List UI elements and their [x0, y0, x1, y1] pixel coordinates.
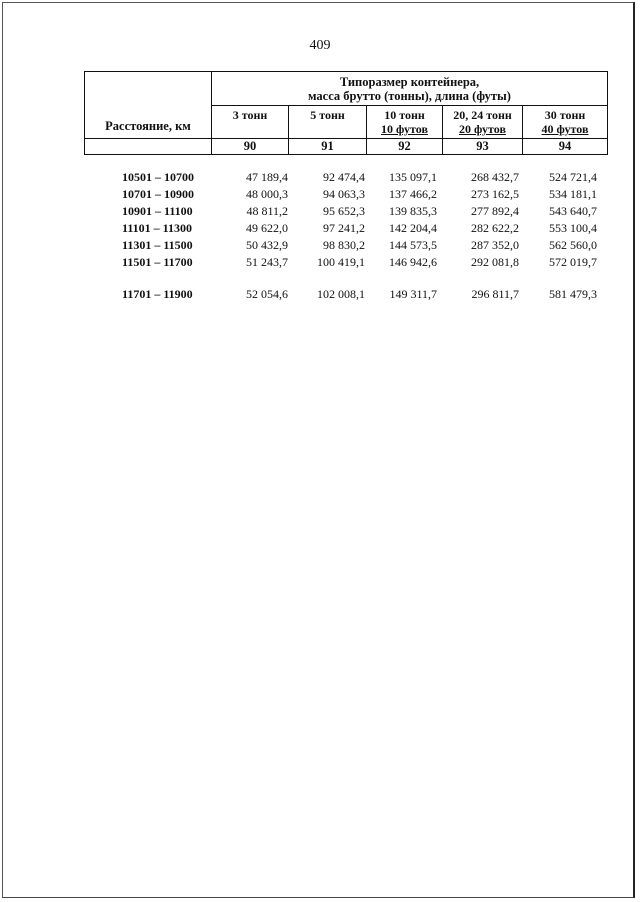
tariff-value: 98 830,2	[323, 238, 365, 252]
column-header-line1: 5 тонн	[310, 108, 345, 122]
tariff-value: 52 054,6	[246, 287, 288, 301]
tariff-value: 100 419,1	[317, 255, 365, 269]
distance-range: 10701 – 10900	[122, 187, 194, 201]
tariff-value: 137 466,2	[389, 187, 437, 201]
distance-range: 11501 – 11700	[122, 255, 193, 269]
tariff-value: 51 243,7	[246, 255, 288, 269]
table-row	[84, 255, 607, 272]
tariff-value: 534 181,1	[549, 187, 597, 201]
tariff-value: 149 311,7	[389, 287, 437, 301]
tariff-value: 146 942,6	[389, 255, 437, 269]
group-header-line2: масса брутто (тонны), длина (футы)	[308, 89, 511, 103]
distance-range: 11101 – 11300	[122, 221, 193, 235]
tariff-value: 139 835,3	[389, 204, 437, 218]
column-header-10t	[367, 106, 443, 139]
tariff-value: 94 063,3	[323, 187, 365, 201]
tariff-value: 92 474,4	[323, 170, 365, 184]
tariff-value: 50 432,9	[246, 238, 288, 252]
tariff-value: 273 162,5	[471, 187, 519, 201]
distance-range: 10901 – 11100	[122, 204, 193, 218]
tariff-value: 95 652,3	[323, 204, 365, 218]
tariff-value: 292 081,8	[471, 255, 519, 269]
column-header-line1: 20, 24 тонн	[453, 108, 512, 122]
tariff-value: 562 560,0	[549, 238, 597, 252]
column-code: 90	[212, 139, 289, 155]
column-code: 94	[523, 139, 608, 155]
page-number: 409	[309, 38, 331, 53]
tariff-value: 47 189,4	[246, 170, 288, 184]
tariff-value: 572 019,7	[549, 255, 597, 269]
column-header-30t	[523, 106, 608, 139]
tariff-value: 296 811,7	[471, 287, 519, 301]
table-row	[84, 221, 607, 238]
tariff-value: 268 432,7	[471, 170, 519, 184]
code-row-blank	[85, 139, 212, 155]
tariff-value: 144 573,5	[389, 238, 437, 252]
table-row	[84, 170, 607, 187]
tariff-table-body	[84, 170, 607, 304]
column-header-line1: 30 тонн	[544, 108, 586, 122]
column-header-3t	[212, 106, 289, 139]
tariff-value: 142 204,4	[389, 221, 437, 235]
tariff-value: 97 241,2	[323, 221, 365, 235]
column-header-line1: 3 тонн	[232, 108, 268, 122]
tariff-value: 282 622,2	[471, 221, 519, 235]
tariff-table-header	[84, 71, 608, 155]
table-row	[84, 204, 607, 221]
group-header-line1: Типоразмер контейнера,	[339, 75, 480, 89]
tariff-value: 543 640,7	[549, 204, 597, 218]
tariff-value: 48 000,3	[246, 187, 288, 201]
distance-range: 10501 – 10700	[122, 170, 194, 184]
table-row	[84, 187, 607, 204]
tariff-value: 553 100,4	[549, 221, 597, 235]
column-header-line2: 40 футов	[541, 122, 589, 136]
tariff-value: 277 892,4	[471, 204, 519, 218]
column-header-5t	[289, 106, 367, 139]
distance-range: 11701 – 11900	[122, 287, 193, 301]
distance-range: 11301 – 11500	[122, 238, 193, 252]
tariff-value: 581 479,3	[549, 287, 597, 301]
column-code: 92	[367, 139, 443, 155]
table-row	[84, 287, 607, 304]
table-row	[84, 238, 607, 255]
column-code: 91	[289, 139, 367, 155]
tariff-value: 287 352,0	[471, 238, 519, 252]
column-header-line2: 10 футов	[381, 122, 428, 136]
column-header-line1: 10 тонн	[384, 108, 425, 122]
tariff-value: 135 097,1	[389, 170, 437, 184]
column-header-line2: 20 футов	[459, 122, 506, 136]
tariff-value: 49 622,0	[246, 221, 288, 235]
container-size-group-header	[212, 72, 608, 106]
tariff-value: 524 721,4	[549, 170, 597, 184]
distance-header: Расстояние, км	[85, 72, 212, 139]
column-header-20t	[443, 106, 523, 139]
tariff-value: 48 811,2	[246, 204, 288, 218]
tariff-value: 102 008,1	[317, 287, 365, 301]
column-code: 93	[443, 139, 523, 155]
